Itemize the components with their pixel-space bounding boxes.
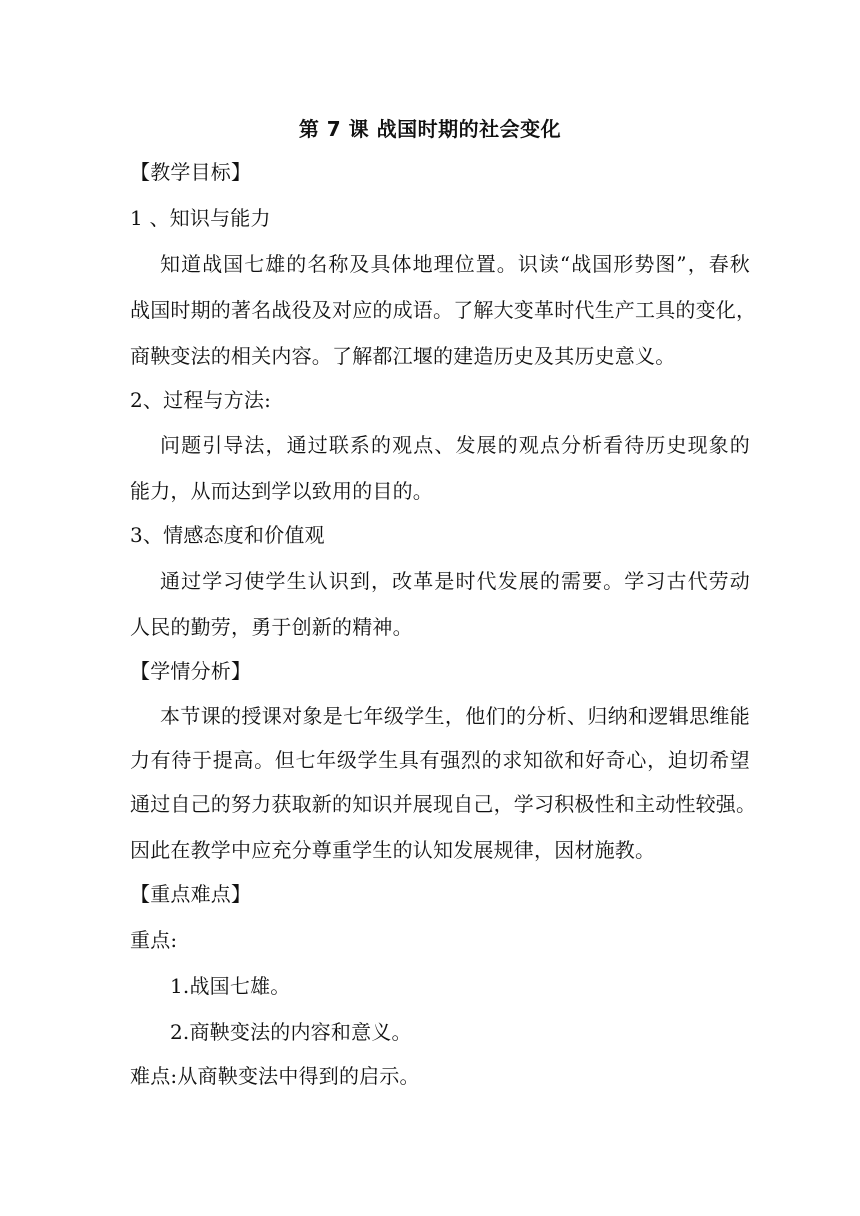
process-method-heading: 2、过程与方法: [130, 388, 272, 412]
process-paragraph-line-1: 问题引导法，通过联系的观点、发展的观点分析看待历史现象的 [160, 433, 750, 457]
knowledge-paragraph-line-2: 战国时期的著名战役及对应的成语。了解大变革时代生产工具的变化， [130, 298, 757, 322]
key-difficulty-heading: 【重点难点】 [130, 882, 252, 906]
emotion-values-heading: 3、情感态度和价值观 [130, 523, 325, 547]
analysis-paragraph-line-3: 通过自己的努力获取新的知识并展现自己，学习积极性和主动性较强。 [130, 792, 757, 816]
process-paragraph-line-2: 能力，从而达到学以致用的目的。 [130, 479, 433, 503]
key-point-item-1: 1.战国七雄。 [170, 974, 291, 998]
difficulty-line: 难点:从商鞅变法中得到的启示。 [130, 1064, 420, 1088]
analysis-paragraph-line-1: 本节课的授课对象是七年级学生，他们的分析、归纳和逻辑思维能 [160, 704, 750, 728]
emotion-paragraph-line-2: 人民的勤劳，勇于创新的精神。 [130, 615, 413, 639]
teaching-goals-heading: 【教学目标】 [130, 160, 252, 184]
analysis-paragraph-line-4: 因此在教学中应充分尊重学生的认知发展规律，因材施教。 [130, 838, 656, 862]
key-point-item-2: 2.商鞅变法的内容和意义。 [170, 1020, 412, 1044]
analysis-paragraph-line-2: 力有待于提高。但七年级学生具有强烈的求知欲和好奇心，迫切希望 [130, 748, 750, 772]
knowledge-ability-heading: 1 、知识与能力 [130, 206, 271, 230]
lesson-title: 第 7 课 战国时期的社会变化 [298, 117, 562, 141]
knowledge-paragraph-line-1: 知道战国七雄的名称及具体地理位置。识读“战国形势图”，春秋 [160, 252, 750, 276]
emotion-paragraph-line-1: 通过学习使学生认识到，改革是时代发展的需要。学习古代劳动 [160, 569, 750, 593]
key-points-label: 重点: [130, 928, 178, 952]
student-analysis-heading: 【学情分析】 [130, 659, 252, 683]
knowledge-paragraph-line-3: 商鞅变法的相关内容。了解都江堰的建造历史及其历史意义。 [130, 344, 676, 368]
